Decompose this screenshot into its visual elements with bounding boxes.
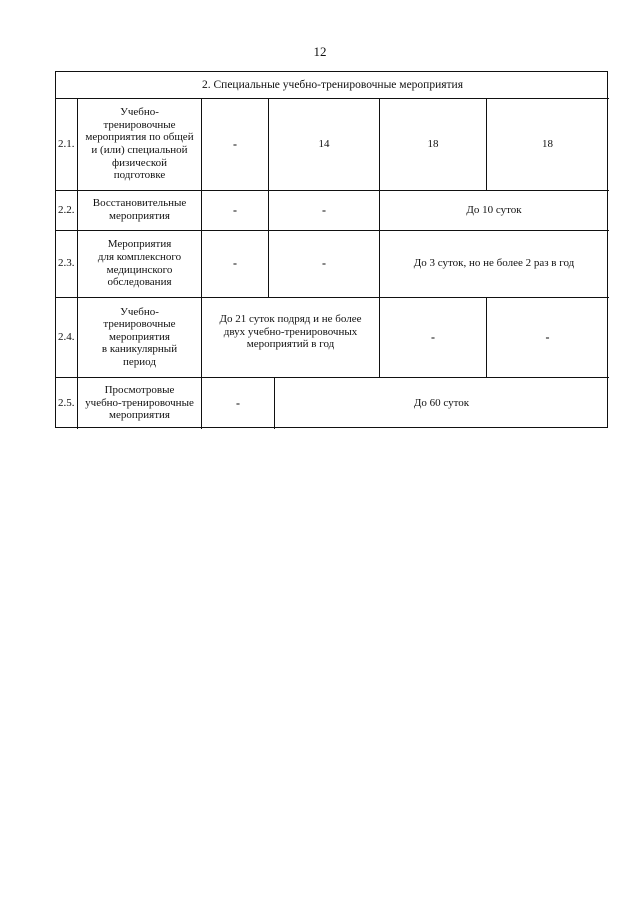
value-cell: -: [545, 329, 550, 344]
merged-value-cell: До 21 суток подряд и не более двух учебно-тренировочных мероприятий в год: [219, 313, 362, 351]
value-cell: -: [233, 256, 237, 271]
value-cell: -: [322, 256, 326, 271]
row-number: 2.5.: [58, 396, 75, 409]
value-cell: -: [233, 136, 237, 151]
row-number: 2.1.: [58, 137, 75, 150]
page-number: 12: [313, 44, 327, 59]
merged-value-cell: До 3 суток, но не более 2 раз в год: [413, 257, 575, 270]
event-name: Просмотровые учебно-тренировочные мероприятия: [85, 384, 194, 422]
event-name: Мероприятия для комплексного медицинского обследования: [97, 238, 182, 289]
merged-value-cell: До 60 суток: [413, 396, 470, 409]
merged-value-cell: До 10 суток: [466, 203, 522, 216]
value-cell: -: [236, 395, 240, 410]
value-cell: 14: [318, 137, 330, 150]
row-number: 2.4.: [58, 330, 75, 343]
value-cell: -: [322, 202, 326, 217]
section-title: 2. Специальные учебно-тренировочные мероприятия: [202, 78, 463, 91]
row-number: 2.3.: [58, 257, 75, 270]
event-name: Восстановительные мероприятия: [92, 197, 187, 222]
events-table: [55, 71, 608, 428]
row-number: 2.2.: [58, 203, 75, 216]
value-cell: -: [233, 202, 237, 217]
event-name: Учебно- тренировочные мероприятия по общей и (или) специальной физической подготовке: [85, 106, 194, 182]
value-cell: -: [431, 329, 435, 344]
event-name: Учебно- тренировочные мероприятия в каникулярный период: [101, 305, 178, 368]
value-cell: 18: [427, 137, 439, 150]
value-cell: 18: [542, 137, 553, 150]
